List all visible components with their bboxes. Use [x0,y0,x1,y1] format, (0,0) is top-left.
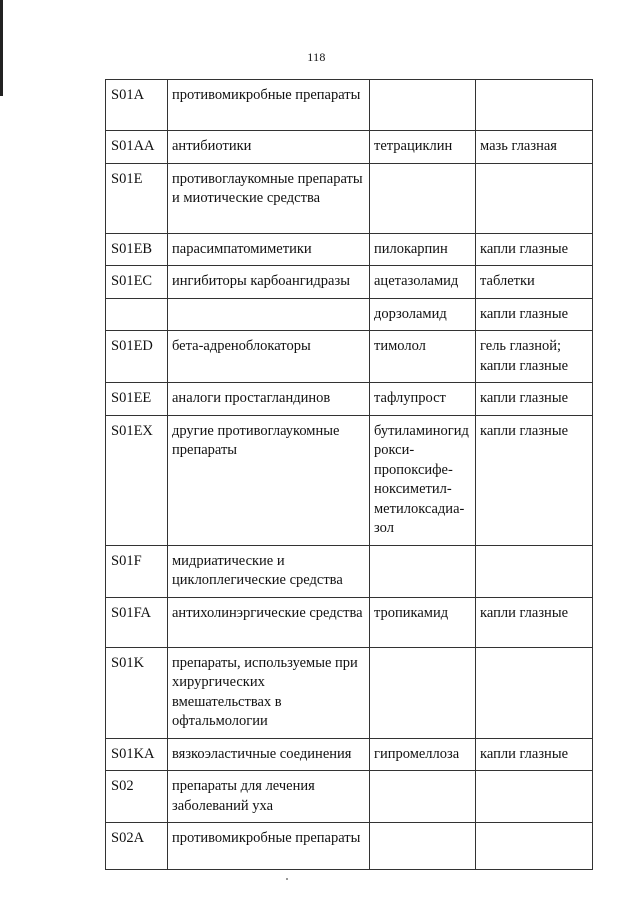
drug-name [370,771,476,823]
scan-edge-mark [0,0,3,96]
group-name: парасимпатомиметики [168,233,370,266]
dosage-form: капли глазные [476,233,593,266]
table-row [106,545,593,597]
group-name: вязкоэластичные соединения [168,738,370,771]
dosage-form [476,771,593,823]
group-name: антибиотики [168,131,370,164]
atc-code: S01AA [106,131,168,164]
group-name: другие противоглаукомные препараты [168,415,370,545]
drug-name [370,823,476,870]
table-row [106,415,593,545]
scan-speck [286,878,288,880]
dosage-form: гель глазной; капли глазные [476,331,593,383]
dosage-form [476,80,593,131]
drug-name: пилокарпин [370,233,476,266]
atc-code: S01ED [106,331,168,383]
group-name: аналоги простагландинов [168,383,370,416]
atc-code: S01K [106,647,168,738]
group-name: бета-адреноблокаторы [168,331,370,383]
atc-code [106,298,168,331]
table-row [106,823,593,870]
group-name: антихолинэргические средства [168,597,370,647]
atc-code: S02 [106,771,168,823]
atc-code: S01EC [106,266,168,299]
drug-name [370,80,476,131]
page-number: 118 [307,50,326,64]
dosage-form [476,823,593,870]
atc-code: S01E [106,163,168,233]
drug-name: ацетазоламид [370,266,476,299]
drug-name [370,545,476,597]
drug-name: дорзоламид [370,298,476,331]
drug-name: тафлупрост [370,383,476,416]
table-row [106,298,593,331]
table-row [106,80,593,131]
group-name: противомикробные препараты [168,823,370,870]
dosage-form: капли глазные [476,415,593,545]
group-name: ингибиторы карбоангидразы [168,266,370,299]
drug-classification-table [105,79,593,870]
table-row [106,163,593,233]
table-row [106,771,593,823]
atc-code: S01EB [106,233,168,266]
drug-name: гипромеллоза [370,738,476,771]
dosage-form [476,163,593,233]
dosage-form [476,545,593,597]
atc-code: S02A [106,823,168,870]
group-name: противоглаукомные препараты и миотические средства [168,163,370,233]
table-row [106,647,593,738]
table-row [106,597,593,647]
dosage-form: капли глазные [476,383,593,416]
atc-code: S01F [106,545,168,597]
group-name: мидриатические и циклоплегические средства [168,545,370,597]
drug-name [370,647,476,738]
dosage-form: мазь глазная [476,131,593,164]
atc-code: S01KA [106,738,168,771]
drug-name [370,163,476,233]
drug-name: тропикамид [370,597,476,647]
group-name: противомикробные препараты [168,80,370,131]
atc-code: S01EE [106,383,168,416]
dosage-form: таблетки [476,266,593,299]
table-row [106,383,593,416]
dosage-form: капли глазные [476,597,593,647]
dosage-form [476,647,593,738]
atc-code: S01A [106,80,168,131]
table-row [106,738,593,771]
table-row [106,233,593,266]
table-row [106,266,593,299]
atc-code: S01EX [106,415,168,545]
table-row [106,331,593,383]
drug-name: тетрациклин [370,131,476,164]
dosage-form: капли глазные [476,298,593,331]
drug-name: тимолол [370,331,476,383]
group-name [168,298,370,331]
atc-code: S01FA [106,597,168,647]
dosage-form: капли глазные [476,738,593,771]
group-name: препараты, используемые при хирургических вмешательствах в офтальмологии [168,647,370,738]
table-row [106,131,593,164]
group-name: препараты для лечения заболеваний уха [168,771,370,823]
drug-name: бутиламиногид рокси-пропоксифе-ноксиметил-метилоксадиа-зол [370,415,476,545]
